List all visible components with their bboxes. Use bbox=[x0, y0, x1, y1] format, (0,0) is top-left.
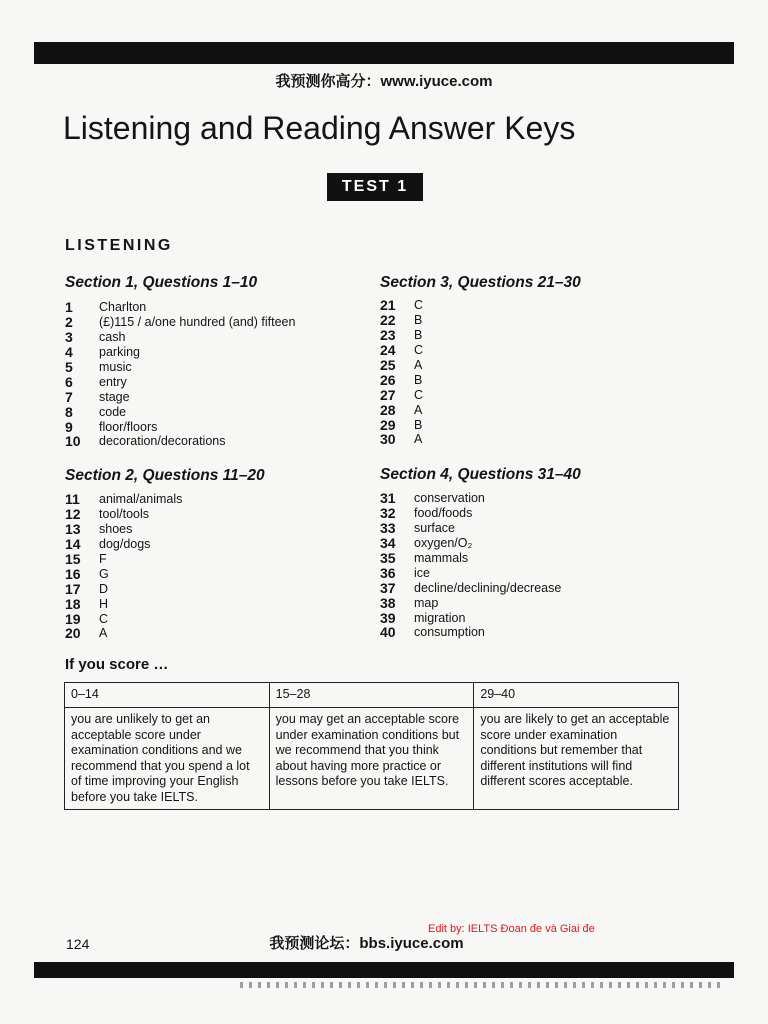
answer-text: D bbox=[99, 581, 109, 596]
answer-number: 17 bbox=[65, 580, 81, 597]
answer-number: 19 bbox=[65, 610, 81, 627]
answer-text: entry bbox=[99, 374, 127, 389]
answer-text: C bbox=[414, 298, 424, 313]
answer-row bbox=[380, 506, 561, 521]
answer-row bbox=[65, 596, 182, 611]
score-band-0: 0–14 bbox=[65, 683, 270, 708]
answer-text: B bbox=[414, 372, 423, 387]
answer-text: shoes bbox=[99, 522, 133, 537]
answer-number: 25 bbox=[380, 357, 396, 374]
edit-note: Edit by: IELTS Đoan đe và Giai đe bbox=[428, 923, 595, 935]
score-band-2: 29–40 bbox=[474, 683, 679, 708]
answer-text: consumption bbox=[414, 625, 485, 640]
answer-row bbox=[65, 389, 295, 404]
score-description-2: you are likely to get an acceptable score under examination conditions but remember that different institutions will find different scores acceptable. bbox=[474, 708, 679, 810]
answer-number: 31 bbox=[380, 490, 396, 507]
answer-row bbox=[380, 417, 423, 432]
answer-row bbox=[65, 419, 295, 434]
answer-row bbox=[380, 595, 561, 610]
section-1-answers bbox=[65, 300, 295, 449]
answer-row bbox=[65, 300, 295, 315]
section-2-heading: Section 2, Questions 11–20 bbox=[65, 467, 265, 484]
answer-number: 15 bbox=[65, 551, 81, 568]
page-title: Listening and Reading Answer Keys bbox=[63, 110, 576, 146]
answer-text: music bbox=[99, 360, 132, 374]
answer-number: 14 bbox=[65, 536, 81, 553]
answer-text: oxygen/O₂ bbox=[414, 536, 473, 551]
answer-number: 13 bbox=[65, 521, 81, 538]
bottom-black-bar bbox=[34, 962, 734, 978]
answer-text: cash bbox=[99, 330, 126, 345]
answer-number: 40 bbox=[380, 624, 396, 641]
answer-number: 20 bbox=[65, 625, 81, 642]
answer-number: 26 bbox=[380, 371, 396, 388]
answer-row bbox=[65, 566, 182, 581]
answer-number: 39 bbox=[380, 609, 396, 626]
answer-number: 18 bbox=[65, 595, 81, 612]
answer-text: C bbox=[414, 343, 424, 358]
answer-row bbox=[65, 581, 182, 596]
section-4-heading: Section 4, Questions 31–40 bbox=[380, 466, 581, 483]
answer-text: animal/animals bbox=[99, 492, 183, 507]
answer-row bbox=[380, 565, 561, 580]
answer-text: ice bbox=[414, 565, 430, 580]
answer-row bbox=[380, 521, 561, 536]
answer-number: 3 bbox=[65, 329, 73, 346]
answer-text: surface bbox=[414, 521, 455, 536]
answer-row bbox=[65, 552, 182, 567]
test-badge: TEST 1 bbox=[327, 173, 423, 201]
answer-text: H bbox=[99, 596, 109, 611]
answer-text: mammals bbox=[414, 551, 469, 565]
answer-text: A bbox=[414, 432, 423, 447]
answer-number: 23 bbox=[380, 327, 396, 344]
score-description-1: you may get an acceptable score under examination conditions but we recommend that you think about having more practice or lessons before you take IELTS. bbox=[269, 708, 474, 810]
answer-text: parking bbox=[99, 345, 140, 360]
answer-row bbox=[65, 492, 182, 507]
answer-row bbox=[380, 298, 423, 313]
answer-row bbox=[65, 360, 295, 375]
answer-row bbox=[380, 551, 561, 566]
answer-text: floor/floors bbox=[99, 419, 158, 434]
answer-number: 21 bbox=[380, 297, 396, 314]
footer-site: 我预测论坛：bbs.iyuce.com bbox=[269, 935, 464, 952]
answer-number: 6 bbox=[65, 373, 73, 390]
section-1-heading: Section 1, Questions 1–10 bbox=[65, 274, 258, 291]
answer-text: B bbox=[414, 328, 423, 343]
answer-row bbox=[65, 345, 295, 360]
answer-row bbox=[380, 387, 423, 402]
section-4-answers bbox=[380, 491, 561, 640]
answer-number: 37 bbox=[380, 579, 396, 596]
answer-row bbox=[65, 537, 182, 552]
answer-text: food/foods bbox=[414, 506, 473, 521]
answer-row bbox=[380, 402, 423, 417]
answer-row bbox=[65, 374, 295, 389]
answer-text: (£)115 / a/one hundred (and) fifteen bbox=[99, 315, 296, 330]
answer-number: 24 bbox=[380, 342, 396, 359]
score-description-0: you are unlikely to get an acceptable score under examination conditions and we recommend that you spend a lot of time improving your English before you take IELTS. bbox=[65, 708, 270, 810]
answer-text: migration bbox=[414, 610, 466, 625]
answer-text: B bbox=[414, 313, 423, 328]
answer-number: 35 bbox=[380, 550, 396, 567]
listening-heading: LISTENING bbox=[65, 237, 173, 254]
answer-row bbox=[65, 522, 182, 537]
answer-text: Charlton bbox=[99, 300, 147, 315]
answer-number: 1 bbox=[65, 299, 73, 316]
score-band-1: 15–28 bbox=[269, 683, 474, 708]
answer-row bbox=[380, 625, 561, 640]
section-2-answers bbox=[65, 492, 182, 641]
answer-row bbox=[380, 313, 423, 328]
answer-text: A bbox=[414, 402, 423, 417]
answer-text: F bbox=[99, 552, 107, 566]
answer-row bbox=[380, 343, 423, 358]
answer-number: 32 bbox=[380, 505, 396, 522]
answer-text: A bbox=[414, 358, 423, 372]
answer-number: 2 bbox=[65, 314, 73, 331]
answer-row bbox=[380, 491, 561, 506]
answer-number: 30 bbox=[380, 431, 396, 448]
answer-row bbox=[380, 536, 561, 551]
answer-text: map bbox=[414, 595, 439, 610]
answer-number: 36 bbox=[380, 564, 396, 581]
answer-number: 7 bbox=[65, 388, 73, 405]
top-black-bar bbox=[34, 42, 734, 64]
header-site: 我预测你高分：www.iyuce.com bbox=[275, 73, 493, 90]
answer-row bbox=[65, 404, 295, 419]
answer-row bbox=[380, 610, 561, 625]
scan-noise-line bbox=[240, 982, 720, 988]
answer-number: 34 bbox=[380, 535, 396, 552]
answer-row bbox=[380, 432, 423, 447]
answer-row bbox=[65, 611, 182, 626]
score-table bbox=[64, 682, 679, 810]
answer-number: 22 bbox=[380, 312, 396, 329]
answer-number: 4 bbox=[65, 344, 73, 361]
answer-text: tool/tools bbox=[99, 507, 150, 522]
answer-number: 8 bbox=[65, 403, 73, 420]
score-heading: If you score … bbox=[65, 656, 169, 673]
answer-text: A bbox=[99, 626, 108, 641]
answer-row bbox=[380, 328, 423, 343]
answer-text: stage bbox=[99, 389, 130, 404]
answer-text: G bbox=[99, 566, 109, 581]
section-3-heading: Section 3, Questions 21–30 bbox=[380, 274, 581, 291]
answer-row bbox=[65, 434, 295, 449]
section-3-answers bbox=[380, 298, 423, 447]
answer-row bbox=[65, 330, 295, 345]
answer-number: 11 bbox=[65, 491, 80, 508]
answer-text: code bbox=[99, 404, 127, 419]
answer-row bbox=[65, 507, 182, 522]
answer-text: C bbox=[99, 611, 109, 626]
answer-number: 12 bbox=[65, 506, 81, 523]
answer-text: decline/declining/decrease bbox=[414, 580, 562, 595]
answer-row bbox=[380, 372, 423, 387]
answer-number: 9 bbox=[65, 418, 73, 435]
answer-text: decoration/decorations bbox=[99, 434, 226, 449]
answer-text: conservation bbox=[414, 491, 485, 506]
answer-row bbox=[380, 358, 423, 373]
answer-number: 5 bbox=[65, 359, 73, 376]
answer-number: 28 bbox=[380, 401, 396, 418]
answer-number: 16 bbox=[65, 565, 81, 582]
answer-text: C bbox=[414, 387, 424, 402]
answer-text: dog/dogs bbox=[99, 537, 151, 552]
answer-row bbox=[380, 580, 561, 595]
answer-row bbox=[65, 315, 295, 330]
answer-row bbox=[65, 626, 182, 641]
answer-number: 29 bbox=[380, 416, 396, 433]
page-number: 124 bbox=[66, 936, 90, 952]
answer-number: 38 bbox=[380, 594, 396, 611]
answer-number: 33 bbox=[380, 520, 396, 537]
answer-number: 27 bbox=[380, 386, 396, 403]
answer-text: B bbox=[414, 417, 423, 432]
answer-number: 10 bbox=[65, 433, 81, 450]
